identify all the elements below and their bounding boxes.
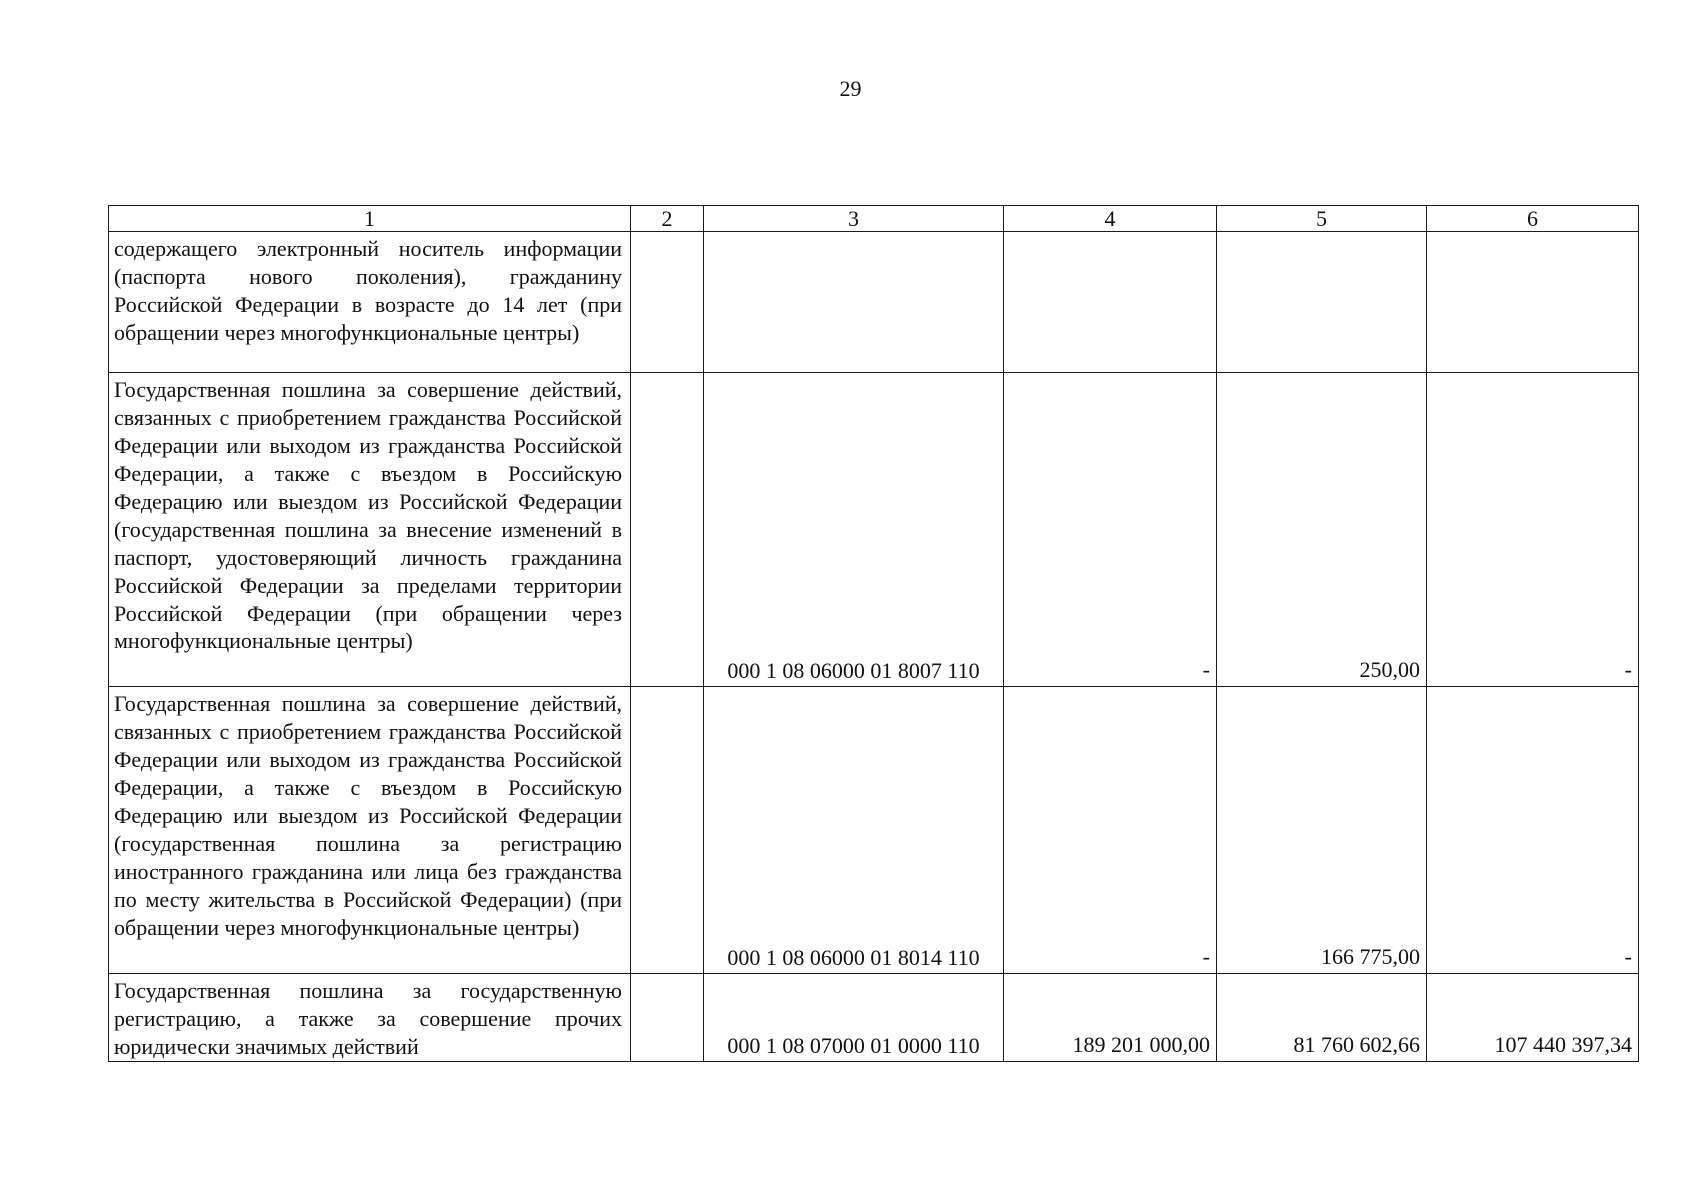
row-col6: 107 440 397,34 [1427,974,1639,1062]
row-description: Государственная пошлина за государственную регистрацию, а также за совершение прочих юридически значимых действий [109,974,631,1062]
column-header-5: 5 [1217,206,1427,232]
row-col4 [1004,232,1217,373]
row-col4: - [1004,687,1217,974]
row-code: 000 1 08 06000 01 8014 110 [704,687,1004,974]
revenue-table [108,205,1639,1062]
row-col2 [631,232,704,373]
column-header-1: 1 [109,206,631,232]
column-header-2: 2 [631,206,704,232]
row-col6 [1427,232,1639,373]
row-col5: 166 775,00 [1217,687,1427,974]
row-code: 000 1 08 07000 01 0000 110 [704,974,1004,1062]
column-header-6: 6 [1427,206,1639,232]
row-col2 [631,373,704,687]
table-row [109,232,1639,373]
row-description: Государственная пошлина за совершение действий, связанных с приобретением гражданства Российской Федерации или выходом из гражданства Российской Федерации, а также с въездом в Российскую Федерацию или выездом из Российской Федерации (государственная пошлина за регистрацию иностранного гражданина или лица без гражданства по месту жительства в Российской Федерации) (при обращении через многофункциональные центры) [109,687,631,974]
row-description: содержащего электронный носитель информации (паспорта нового поколения), гражданину Российской Федерации в возрасте до 14 лет (при обращении через многофункциональные центры) [109,232,631,373]
column-header-3: 3 [704,206,1004,232]
row-col6: - [1427,373,1639,687]
column-header-4: 4 [1004,206,1217,232]
page-number: 29 [839,76,862,101]
row-col4: - [1004,373,1217,687]
table-row [109,687,1639,974]
table-row [109,373,1639,687]
row-col5: 250,00 [1217,373,1427,687]
row-code: 000 1 08 06000 01 8007 110 [704,373,1004,687]
row-col2 [631,687,704,974]
row-col5 [1217,232,1427,373]
table-row [109,974,1639,1062]
row-col2 [631,974,704,1062]
table-header-row [109,206,1639,232]
row-col6: - [1427,687,1639,974]
row-col5: 81 760 602,66 [1217,974,1427,1062]
row-col4: 189 201 000,00 [1004,974,1217,1062]
row-description: Государственная пошлина за совершение действий, связанных с приобретением гражданства Российской Федерации или выходом из гражданства Российской Федерации, а также с въездом в Российскую Федерацию или выездом из Российской Федерации (государственная пошлина за внесение изменений в паспорт, удостоверяющий личность гражданина Российской Федерации за пределами территории Российской Федерации (при обращении через многофункциональные центры) [109,373,631,687]
row-code [704,232,1004,373]
